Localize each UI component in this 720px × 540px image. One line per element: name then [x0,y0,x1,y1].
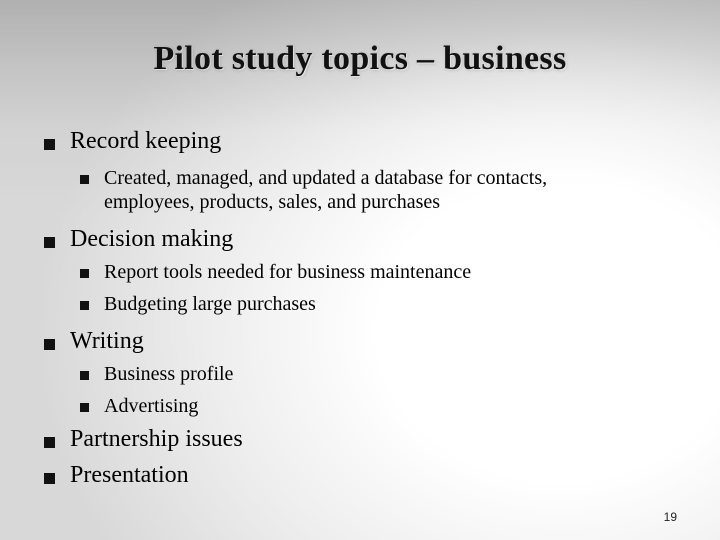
square-bullet-icon [44,339,55,350]
bullet-list [42,126,682,490]
square-bullet-icon [80,403,89,412]
sub-bullet-advertising [42,394,682,418]
slide-title: Pilot study topics – business [153,40,567,77]
bullet-record-keeping [42,126,682,156]
square-bullet-icon [80,175,89,184]
bullet-label: Record keeping [70,128,222,154]
page-number: 19 [663,510,677,524]
square-bullet-icon [44,437,55,448]
bullet-presentation [42,460,682,490]
bullet-decision-making [42,224,682,254]
square-bullet-icon [80,269,89,278]
sub-bullet-budgeting [42,292,682,316]
bullet-label: Presentation [70,462,189,488]
bullet-label: Decision making [70,226,234,252]
square-bullet-icon [80,301,89,310]
sub-bullet-business-profile [42,362,682,386]
sub-bullet-label: Report tools needed for business maintenance [104,261,472,283]
bullet-label: Partnership issues [70,426,243,452]
square-bullet-icon [44,139,55,150]
sub-bullet-database [42,166,682,214]
sub-bullet-label: Business profile [104,363,234,385]
bullet-label: Writing [70,328,144,354]
bullet-partnership-issues [42,424,682,454]
sub-bullet-line: employees, products, sales, and purchases [104,191,441,213]
sub-bullet-report-tools [42,260,682,284]
sub-bullet-label: Budgeting large purchases [104,293,316,315]
bullet-writing [42,326,682,356]
square-bullet-icon [80,371,89,380]
square-bullet-icon [44,237,55,248]
square-bullet-icon [44,473,55,484]
sub-bullet-label: Advertising [104,395,199,417]
sub-bullet-line: Created, managed, and updated a database for contacts, [104,167,548,189]
